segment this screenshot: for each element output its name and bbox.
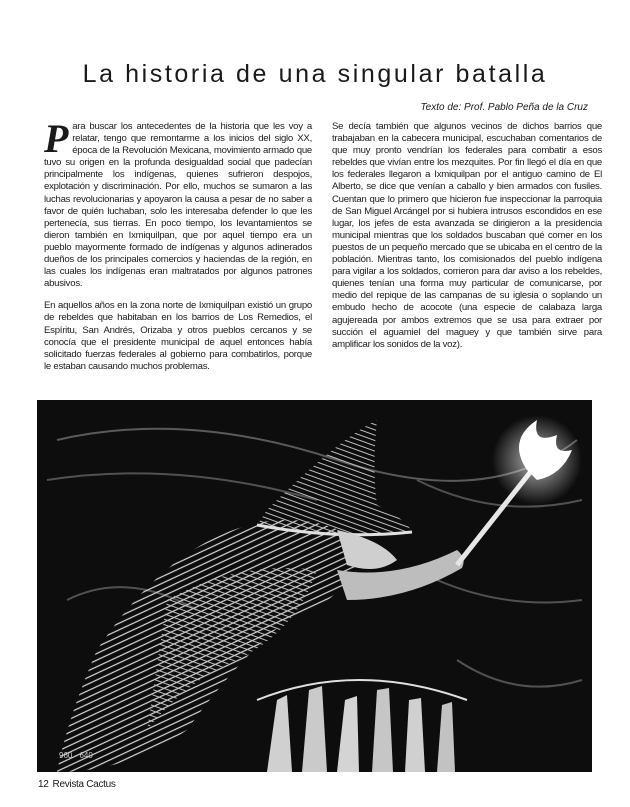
paragraph-2: En aquellos años en la zona norte de Ixmiquilpan existió un grupo de rebeldes que habitaban en los barrios de Los Remedios, el Espíritu, San Andrés, Orizaba y otros pueblos cercanos y se conocía que el presidente municipal de aquel entonces había solicitado fuerzas federales al gobierno para combatirlos, porque le estaban causando muchos problemas. <box>44 300 312 372</box>
paragraph-1-text: ara buscar los antecedentes de la historia que les voy a relatar, tengo que remontarme a los inicios del siglo XX, época de la Revolución Mexicana, movimiento armado que tuvo su origen en la profunda desigualdad social que padecían principalmente los indígenas, quienes sufrieron despojos, explotación y discriminación. Por ello, muchos se sumaron a las luchas revolucionarias y apoyaron la causa a pesar de no saber a favor de quién luchaban, solo les interesaba defender lo que les pertenecía, sus tierras. En poco tiempo, los levantamientos se dieron también en Ixmiquilpan, que por aquel tiempo era un pueblo mayormente formado de indígenas y algunos adinerados dueños de los principales comercios y haciendas de la región, en las cuales los indígenas eran maltratados por algunos patrones abusivos. <box>44 121 312 290</box>
woodcut-artwork <box>37 400 592 772</box>
drop-cap: P <box>44 116 69 161</box>
page-number: 12 <box>38 779 49 790</box>
text-column-right <box>332 121 602 361</box>
woodcut-illustration <box>37 400 592 772</box>
article-title: La historia de una singular batalla <box>82 60 548 88</box>
page-footer <box>38 779 116 790</box>
magazine-name: Revista Cactus <box>52 779 116 790</box>
text-column-left <box>44 116 312 383</box>
paragraph-1 <box>44 116 312 290</box>
image-mark: 960 - 640 <box>59 751 93 760</box>
article-byline: Texto de: Prof. Pablo Peña de la Cruz <box>420 102 588 113</box>
paragraph-3: Se decía también que algunos vecinos de dichos barrios que trabajaban en la cabecera municipal, escuchaban comentarios de que muy pronto vendrían los federales para combatir a esos rebeldes que vivían entre los mezquites. Por fin llegó el día en que los federales llegaron a Ixmiquilpan por el antiguo camino de El Alberto, se dice que venían a caballo y bien armados con fusiles. Cuentan que lo primero que hicieron fue inspeccionar la parroquia de San Miguel Arcángel por si hubiera intrusos escondidos en ese lugar, los jefes de esta avanzada se dirigieron a la presidencia municipal mientras que los soldados buscaban qué comer en los puestos de un pequeño mercado que se ubicaba en el centro de la población. Mientras tanto, los comisionados del pueblo indígena para vigilar a los soldados, corrieron para dar aviso a los rebeldes, quienes tenían una forma muy particular de comunicarse, por medio del repique de las campanas de su iglesia o soplando un embudo hecho de acocote (una especie de calabaza larga agujereada por ambos extremos que se usa para extraer por succión el aguamiel del maguey y que también sirve para amplificar los sonidos de la voz). <box>332 121 602 350</box>
